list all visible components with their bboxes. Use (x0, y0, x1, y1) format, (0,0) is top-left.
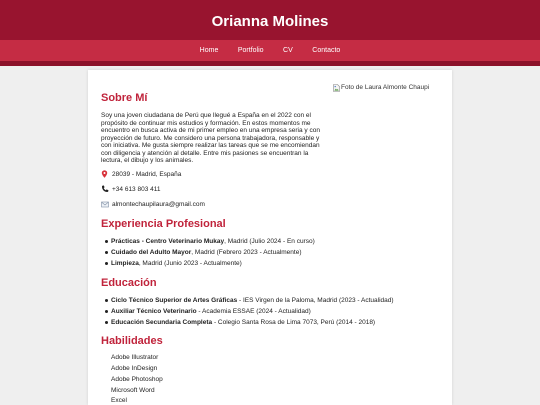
bullet (105, 310, 108, 313)
nav-link-contacto[interactable]: Contacto (312, 47, 341, 54)
education-title: Educación Secundaria Completa (111, 318, 213, 326)
skills-heading: Habilidades (101, 334, 163, 347)
site-title: Orianna Molines (211, 13, 329, 30)
experience-title: Limpieza (111, 259, 139, 267)
skill-item: Adobe Illustrator (111, 354, 159, 361)
bullet (105, 299, 108, 302)
contact-email-text: almontechaupilaura@gmail.com (112, 200, 205, 208)
contact-address (101, 170, 181, 179)
education-detail: - Academia ESSAE (2024 - Actualidad) (196, 307, 311, 315)
about-paragraph (101, 112, 333, 165)
education-title: Ciclo Técnico Superior de Artes Gráficas (111, 296, 238, 304)
about-line: con iniciativa. Me gusta siempre realizar las tareas que se me encomiendan (101, 142, 320, 149)
nav-divider (0, 61, 540, 66)
email-icon (101, 200, 112, 209)
contact-email (101, 200, 205, 209)
profile-photo-alt-text: Foto de Laura Almonte Chaupi (341, 83, 430, 91)
bullet (105, 321, 108, 324)
education-detail: - Colegio Santa Rosa de Lima 7073, Perú (2014 - 2018) (212, 318, 376, 326)
skill-item: Adobe Photoshop (111, 376, 163, 383)
experience-detail: , Madrid (Julio 2024 - En curso) (224, 237, 315, 245)
cv-card (88, 70, 452, 405)
skill-item: Adobe InDesign (111, 365, 158, 372)
about-line: lectura, el dibujo y los animales. (101, 157, 194, 164)
nav-link-portfolio[interactable]: Portfolio (237, 47, 264, 54)
education-heading: Educación (101, 276, 157, 289)
main-nav (0, 40, 540, 61)
skill-item: Microsoft Word (111, 387, 155, 394)
education-detail: - IES Virgen de la Paloma, Madrid (2023 - Actualidad) (237, 296, 394, 304)
phone-icon (101, 185, 112, 194)
about-line: proyección de futuro. Me considero una persona trabajadora, responsable y (101, 134, 320, 142)
about-line: con diligencia y atención al detalle. Entre mis pasiones se encuentran la (101, 149, 309, 157)
bullet (105, 240, 108, 243)
site-header (0, 0, 540, 40)
experience-detail: , Madrid (Febrero 2023 - Actualmente) (191, 248, 302, 256)
experience-detail: , Madrid (Junio 2023 - Actualmente) (138, 259, 242, 267)
nav-link-home[interactable]: Home (199, 47, 219, 54)
profile-photo (333, 83, 435, 92)
about-line: Soy una joven ciudadana de Perú que llegué a España en el 2022 con el (101, 112, 311, 119)
contact-phone (101, 185, 161, 194)
about-line: propósito de continuar mis estudios y formación. En estos momentos me (101, 119, 311, 127)
contact-address-text: 28039 - Madrid, España (112, 170, 182, 178)
skill-item: Excel (111, 397, 127, 404)
education-title: Auxiliar Técnico Veterinario (111, 307, 197, 315)
map-pin-icon (101, 170, 112, 179)
bullet (105, 262, 108, 265)
broken-image-icon (333, 84, 340, 92)
experience-title: Prácticas - Centro Veterinario Mukay (111, 237, 225, 245)
contact-phone-text: +34 613 803 411 (112, 185, 161, 193)
experience-title: Cuidado del Adulto Mayor (111, 248, 192, 256)
experience-heading: Experiencia Profesional (101, 217, 226, 230)
bullet (105, 251, 108, 254)
nav-link-cv[interactable]: CV (283, 47, 293, 54)
about-heading: Sobre Mí (101, 92, 148, 104)
about-line: encuentro en busca activa de mi primer empleo en una empresa seria y con (101, 127, 320, 134)
